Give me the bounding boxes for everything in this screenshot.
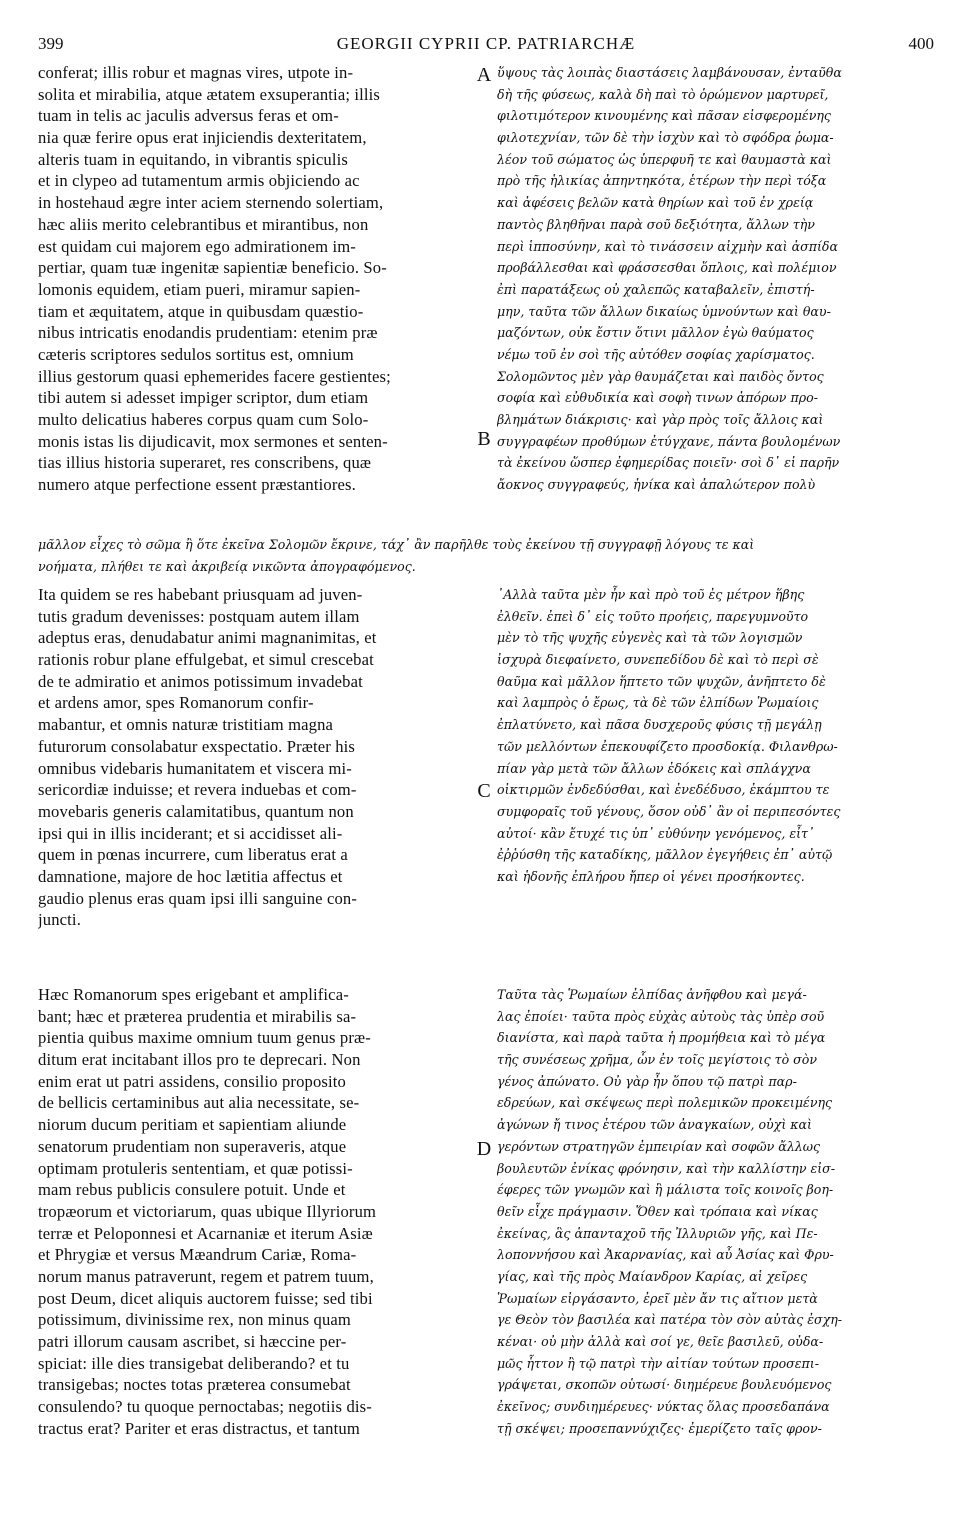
text-line: προβάλλεσθαι καὶ φράσσεσθαι ὅπλοις, καὶ πολέμιον — [497, 260, 837, 276]
text-line: περὶ ἱπποσύνην, καὶ τὸ τινάσσειν αἰχμὴν καὶ ἀσπίδα — [497, 238, 839, 254]
text-line: adeptus eras, denudabatur animi magnanimitas, et — [38, 628, 377, 648]
greek-full-width-continuation — [38, 534, 934, 577]
text-line: nia quæ ferire opus erat injiciendis dexteritatem, — [38, 128, 367, 148]
text-line: movebaris generis calamitatibus, quantum non — [38, 801, 354, 821]
text-line: ᾿Αλλὰ ταῦτα μὲν ἦν καὶ πρὸ τοῦ ἐς μέτρον ἥβης — [497, 587, 805, 602]
text-line: bant; hæc et præterea prudentia et mirabilis sa- — [38, 1006, 357, 1026]
text-line: consulendo? tu quoque pernoctabas; negotiis dis- — [38, 1397, 372, 1417]
text-line: συγγραφέων προθύμων ἐτύγχανε, πάντα βουλομένων — [497, 433, 841, 449]
text-line: rationis robur plane effulgebat, et simul crescebat — [38, 650, 374, 670]
text-line: μᾶλλον εἶχες τὸ σῶμα ἢ ὅτε ἐκεῖνα Σολομῶν ἔκρινε, τάχ᾽ ἂν παρῆλθε τοὺς ἐκείνου τῇ συγγραφῇ λόγους τε καὶ — [38, 537, 755, 552]
greek-column-block-2 — [497, 584, 937, 888]
text-line: optimam protuleris sententiam, et quæ potissi- — [38, 1158, 353, 1178]
text-line: tutis gradum devenisses: postquam autem illam — [38, 606, 360, 626]
text-line: θαῦμα καὶ μᾶλλον ἥπτετο τῶν ψυχῶν, ἀνῆπτετο δὲ — [497, 673, 826, 689]
text-line: pertiar, quam tuæ ingenitæ sapientiæ beneficio. So- — [38, 258, 387, 278]
text-line: γερόντων στρατηγῶν ἐμπειρίαν καὶ σοφῶν ἄλλως — [497, 1138, 821, 1154]
text-line: σοφία καὶ εὐθυδικία καὶ σοφὴ τινων ἀπόρων προ- — [497, 390, 818, 406]
margin-marker-c: C — [477, 780, 491, 802]
text-line: terræ et Peloponnesi et Acarnaniæ et iterum Asiæ — [38, 1223, 373, 1243]
text-line: λοποννήσου καὶ Ἀκαρνανίας, καὶ αὖ Ἀσίας καὶ Φρυ- — [497, 1247, 834, 1263]
text-line: ὕψους τὰς λοιπὰς διαστάσεις λαμβάνουσαν, ἐνταῦθα — [497, 65, 842, 80]
text-line: παντὸς βληθῆναι παρὰ σοῦ δεξιότητα, ἄλλων τὴν — [497, 216, 815, 232]
text-line: lomonis equidem, etiam pueri, miramur sapien- — [38, 279, 361, 299]
text-line: ἄοκνος συγγραφεύς, ἡνίκα καὶ ἀπαλώτερον πολὺ — [497, 477, 816, 493]
text-line: τῆς συνέσεως χρῆμα, ὧν ἐν τοῖς μεγίστοις τὸ σὸν — [497, 1052, 818, 1068]
text-line: juncti. — [38, 910, 81, 930]
text-line: niorum ducum peritiam et sapientiam aliunde — [38, 1115, 347, 1135]
text-line: senatorum prudentiam non superaveris, atque — [38, 1136, 347, 1156]
text-line: Hæc Romanorum spes erigebant et amplifica- — [38, 985, 349, 1004]
margin-marker-b: B — [477, 428, 491, 450]
text-line: δὴ τῆς φύσεως, καλὰ δὴ παὶ τὸ ὁρώμενον μαρτυρεῖ, — [497, 86, 829, 102]
text-line: διανίστα, καὶ παρὰ ταῦτα ἡ προμήθεια καὶ τὸ μέγα — [497, 1030, 826, 1046]
text-line: pientia quibus maxime omnium tuum genus præ- — [38, 1028, 371, 1048]
text-line: gaudio plenus eras quam ipsi illi sanguine con- — [38, 888, 358, 908]
text-line: patri illorum causam ascribet, si hæccine per- — [38, 1332, 347, 1351]
text-line: μῶς ἧττον ἢ τῷ πατρὶ τὴν αἰτίαν τούτων προσεπι- — [497, 1355, 819, 1371]
margin-marker-d: D — [476, 1138, 492, 1160]
latin-column-block-2 — [38, 584, 470, 931]
text-line: de bellicis certaminibus aut alia necessitate, se- — [38, 1093, 360, 1113]
text-line: γε Θεὸν τὸν βασιλέα καὶ πατέρα τὸν σὸν αὐτὰς ἐσχη- — [497, 1312, 843, 1328]
text-line: γράψεται, σκοπῶν οὑτωσί· διημέρευε βουλευόμενος — [497, 1377, 832, 1393]
greek-column-block-3 — [497, 984, 937, 1439]
text-line: Ita quidem se res habebant priusquam ad juven- — [38, 585, 363, 604]
text-line: ἐκεῖνος; συνδιημέρευες· νύκτας ὅλας προσεδαπάνα — [497, 1399, 830, 1415]
text-line: post Deum, dicet aliquis auctorem fuisse; sed tibi — [38, 1288, 373, 1308]
greek-column-block-1 — [497, 62, 937, 496]
text-line: Ταῦτα τὰς Ῥωμαίων ἐλπίδας ἀνῆφθου καὶ μεγά- — [497, 987, 807, 1002]
text-line: et in clypeo ad tutamentum armis objiciendo ac — [38, 171, 360, 191]
text-line: alteris tuam in equitando, in vibrantis spiculis — [38, 149, 348, 169]
text-line: de te admiratio et animos potissimum invadebat — [38, 671, 363, 691]
page-number-right: 400 — [908, 34, 934, 53]
text-line: solita et mirabilia, atque ætatem exsuperantia; illis — [38, 84, 381, 104]
text-line: est quidam cui majorem ego admirationem im- — [38, 236, 356, 256]
text-line: damnatione, majore de hoc lætitia affectus et — [38, 866, 343, 886]
text-line: tibi autem si adesset impiger scriptor, dum etiam — [38, 388, 369, 408]
text-line: οἰκτιρμῶν ἐνδεδύσθαι, καὶ ἐνεδέδυσο, ἐκάμπτου τε — [497, 782, 830, 798]
text-line: τῶν μελλόντων ἐπεκουφίζετο προσδοκίᾳ. Φιλανθρω- — [497, 738, 838, 754]
text-line: monis istas lis dijudicavit, mox sermones et senten- — [38, 431, 388, 451]
text-line: φιλοτιμότερον κινουμένης καὶ πᾶσαν εἰσφερομένης — [497, 108, 831, 124]
text-line: μὲν τὸ τῆς ψυχῆς εὐγενὲς καὶ τὰ τῶν λογισμῶν — [497, 630, 803, 646]
text-line: Ῥωμαίων εἰργάσαντο, ἐρεῖ μὲν ἄν τις αἴτιον μετὰ — [497, 1290, 818, 1306]
text-line: tiam et æquitatem, atque in quibusdam quæstio- — [38, 301, 364, 321]
text-line: βλημάτων διάκρισις· καὶ γὰρ πρὸς τοῖς ἄλλοις καὶ — [497, 412, 824, 427]
text-line: ἐκείνας, ἃς ἁπανταχοῦ τῆς Ἰλλυριῶν γῆς, καὶ Πε- — [497, 1225, 818, 1241]
text-line: νέμω τοῦ ἐν σοὶ τῆς αὐτόθεν σοφίας χαρίσματος. — [497, 346, 815, 362]
page-header — [38, 34, 934, 56]
latin-column-block-1 — [38, 62, 470, 496]
text-line: ἰσχυρὰ διεφαίνετο, συνεπεδίδου δὲ καὶ τὸ περὶ σὲ — [497, 652, 819, 668]
text-line: tuam in telis ac jaculis adversus feras et om- — [38, 106, 339, 126]
text-line: ipsi qui in illis inciderant; et si accidisset ali- — [38, 823, 343, 843]
text-line: tias illius historia superaret, res conscribens, quæ — [38, 453, 372, 473]
text-line: μην, ταῦτα τῶν ἄλλων δικαίως ὑμνούντων καὶ θαυ- — [497, 303, 831, 319]
text-line: hæc aliis merito celebrantibus et mirantibus, non — [38, 214, 369, 234]
text-line: sericordiæ induisse; et revera induebas et com- — [38, 780, 357, 800]
text-line: γένος ἀπώνατο. Οὐ γὰρ ἦν ὅπου τῷ πατρὶ παρ- — [497, 1073, 797, 1089]
text-line: ἐπὶ παρατάξεως οὐ χαλεπῶς καταβαλεῖν, ἐπιστή- — [497, 281, 815, 297]
text-line: εδρεύων, καὶ σκέψεως περὶ πολεμικῶν προκειμένης — [497, 1095, 833, 1111]
text-line: cæteris scriptores sedulos sortitus est, omnium — [38, 344, 354, 364]
latin-column-block-3 — [38, 984, 470, 1439]
text-line: conferat; illis robur et magnas vires, utpote in- — [38, 63, 354, 82]
text-line: quem in pœnas incurrere, cum liberatus erat a — [38, 845, 348, 865]
text-line: ditum erat incitabant illos pro te deprecari. Non — [38, 1050, 361, 1070]
text-line: λέον τοῦ σώματος ὡς ὑπερφυῆ τε καὶ θαυμαστὰ καὶ — [497, 151, 832, 167]
text-line: τὰ ἐκείνου ὥσπερ ἐφημερίδας ποιεῖν· σοὶ δ᾽ εἰ παρῆν — [497, 455, 840, 471]
text-line: ἀγώνων ἤ τινος ἑτέρου τῶν ἀναγκαίων, οὐχὶ καὶ — [497, 1117, 812, 1133]
text-line: κέναι· οὐ μὴν ἀλλὰ καὶ σοί γε, θεῖε βασιλεῦ, οὐδα- — [497, 1334, 824, 1349]
text-line: futurorum consolabatur exspectatio. Præter his — [38, 736, 356, 756]
text-line: mabantur, et omnis naturæ tristitiam magna — [38, 715, 334, 735]
text-line: numero atque perfectione essent præstantiores. — [38, 475, 356, 495]
text-line: καὶ λαμπρὸς ὁ ἔρως, τὰ δὲ τῶν ἐλπίδων Ῥωμαίοις — [497, 695, 819, 711]
text-line: potissimum, divinissime rex, non minus quam — [38, 1310, 351, 1330]
page-number-left: 399 — [38, 34, 64, 53]
text-line: τῇ σκέψει; προσεπαννύχιζες· ἐμερίζετο ταῖς φρον- — [497, 1420, 822, 1436]
text-line: γίας, καὶ τῆς πρὸς Μαίανδρον Καρίας, αἱ χεῖρες — [497, 1268, 808, 1284]
text-line: tropæorum et victoriarum, quas ubique Illyriorum — [38, 1201, 377, 1221]
text-line: αὐτοί· κἂν ἔτυχέ τις ὑπ᾽ εὐθύνην γενόμενος, εἶτ᾽ — [497, 825, 815, 841]
text-line: Σολομῶντος μὲν γὰρ θαυμάζεται καὶ παιδὸς ὄντος — [497, 368, 824, 384]
text-line: συμφοραῖς τοῦ γένους, ὅσον οὐδ᾽ ἂν οἱ περιπεσόντες — [497, 803, 841, 819]
text-line: λας ἐποίει· ταῦτα πρὸς εὐχὰς αὐτοὺς τὰς ὑπὲρ σοῦ — [497, 1008, 825, 1024]
text-line: θεῖν εἶχε πράγμασιν. Ὅθεν καὶ τρόπαια καὶ νίκας — [497, 1203, 818, 1219]
text-line: βουλευτῶν ἐνίκας φρόνησιν, καὶ τὴν καλλίστην εἰσ- — [497, 1160, 836, 1176]
text-line: in hostehaud ægre inter aciem sternendo solertiam, — [38, 193, 384, 213]
text-line: μαζόντων, οὐκ ἔστιν ὅτινι μᾶλλον ἐγὼ θαύματος — [497, 325, 814, 341]
text-line: ἐπλατύνετο, καὶ πᾶσα δυσχεροῦς φύσις τῇ μεγάλῃ — [497, 717, 822, 733]
text-line: πίαν γὰρ μετὰ τῶν ἄλλων ἐδόκεις καὶ σπλάγχνα — [497, 760, 811, 776]
text-line: nibus intricatis enodandis prudentiam: etenim præ — [38, 323, 378, 343]
text-line: φιλοτεχνίαν, τῶν δὲ τὴν ἰσχὺν καὶ τὸ σφόδρα ῥωμα- — [497, 130, 834, 146]
text-line: et Phrygiæ et versus Mæandrum Cariæ, Roma- — [38, 1245, 357, 1265]
text-line: καὶ ἀφέσεις βελῶν κατὰ θηρίων καὶ τοῦ ἐν χρείᾳ — [497, 195, 814, 211]
text-line: ἐῤῥύσθη τῆς καταδίκης, μᾶλλον ἐγεγήθεις ἐπ᾽ αὐτῷ — [497, 847, 833, 863]
text-line: πρὸ τῆς ἡλικίας ἀπηντηκότα, ἑτέρων τὴν περὶ τόξα — [497, 173, 827, 189]
text-line: mam rebus publicis consulere potuit. Unde et — [38, 1180, 346, 1200]
text-line: έφερες τῶν γνωμῶν καὶ ἣ μάλιστα τοῖς κοινοῖς βοη- — [497, 1182, 834, 1198]
text-line: tractus erat? Pariter et eras distractus, et tantum — [38, 1418, 360, 1438]
text-line: νοήματα, πλήθει τε καὶ ἀκριβείᾳ νικῶντα ἀπογραφόμενος. — [38, 558, 416, 574]
margin-marker-a: A — [476, 64, 492, 86]
text-line: omnibus videbaris humanitatem et viscera mi- — [38, 758, 352, 778]
text-line: illius gestorum quasi ephemerides facere gestientes; — [38, 366, 391, 386]
text-line: enim erat ut patri assidens, consilio proposito — [38, 1071, 346, 1091]
text-line: καὶ ἡδονῆς ἐπλήρου ἤπερ οἱ γένει προσήκοντες. — [497, 868, 805, 884]
running-title: GEORGII CYPRII CP. PATRIARCHÆ — [336, 34, 636, 53]
text-line: transigebas; noctes totas præterea consumebat — [38, 1375, 351, 1395]
text-line: norum manus patraverunt, regem et patrem tuum, — [38, 1266, 374, 1286]
text-line: ἐλθεῖν. ἐπεὶ δ᾽ εἰς τοῦτο προήεις, παρεγυμνοῦτο — [497, 608, 809, 624]
text-line: et ardens amor, spes Romanorum confir- — [38, 693, 314, 713]
text-line: spiciat: ille dies transigebat deliberando? et tu — [38, 1353, 350, 1373]
text-line: multo delicatius haberes corpus quam cum Solo- — [38, 410, 369, 429]
